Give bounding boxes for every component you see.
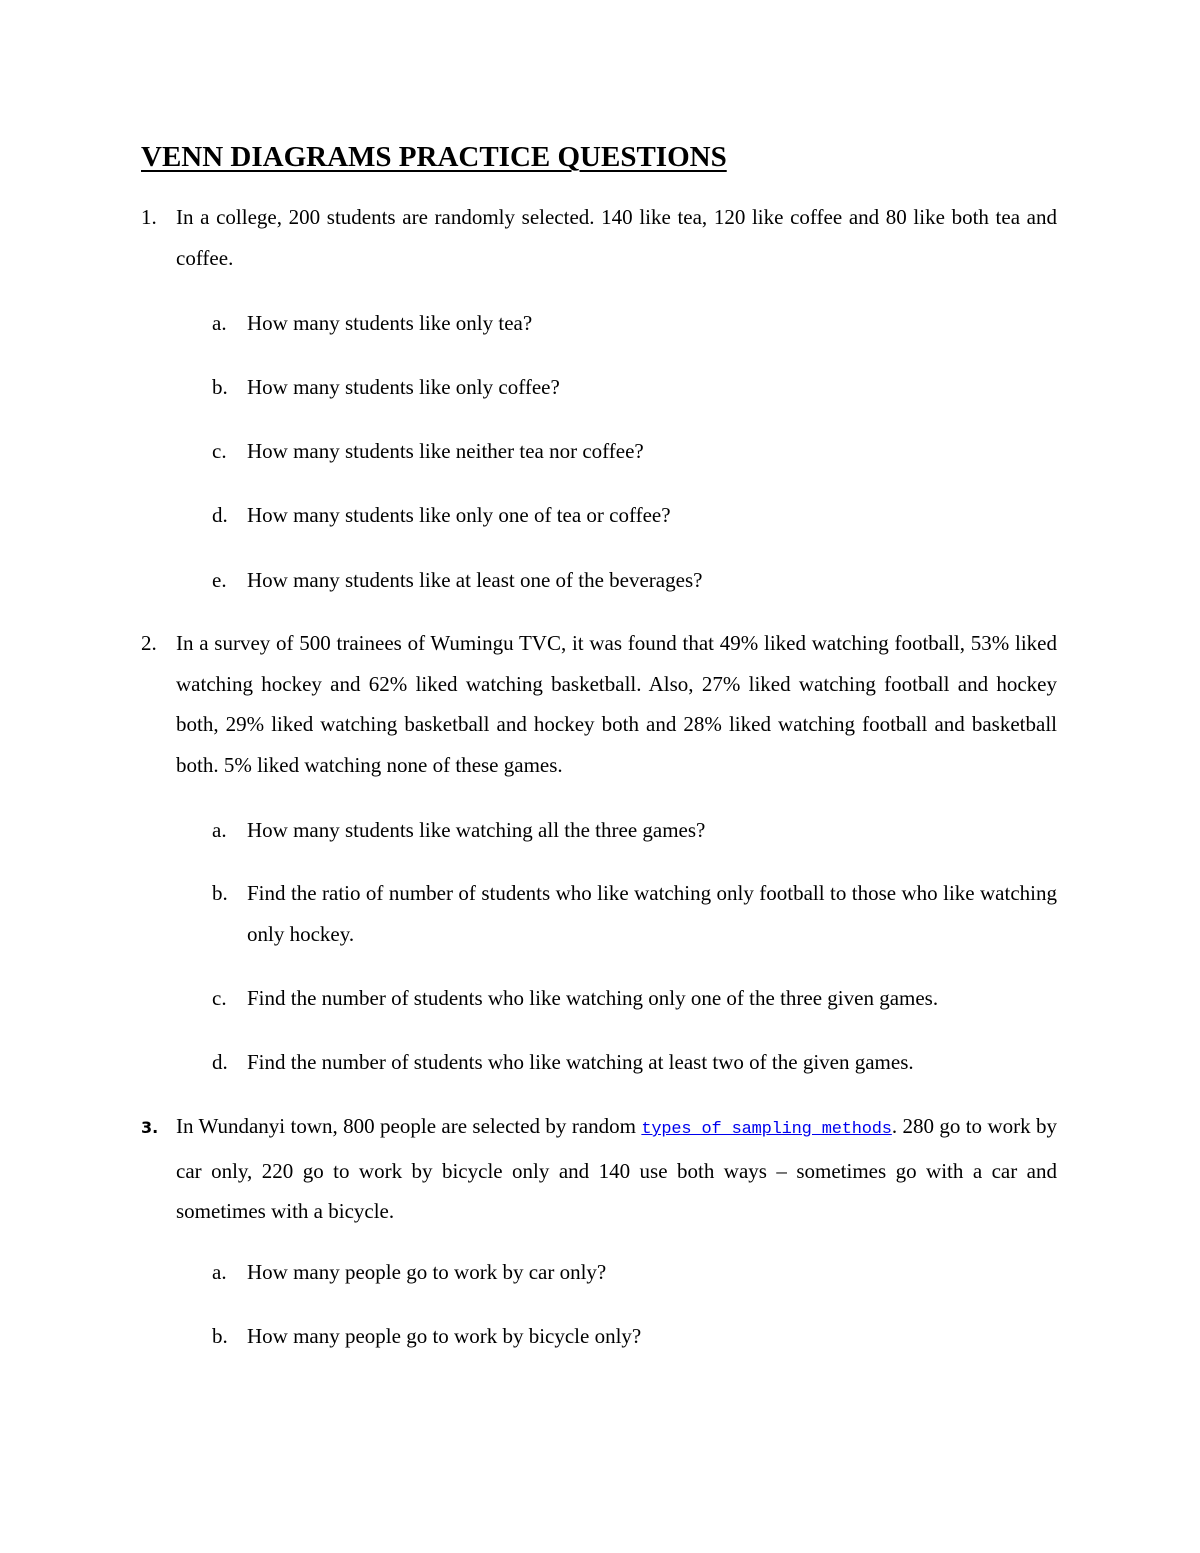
part-letter: d. <box>212 503 228 527</box>
part-letter: b. <box>212 1324 228 1348</box>
part-text: Find the number of students who like watching only one of the three given games. <box>247 986 939 1010</box>
part-letter: a. <box>212 311 227 335</box>
question-1-part-e <box>212 560 1057 601</box>
question-2-part-a <box>212 810 1057 851</box>
question-3 <box>141 1106 1057 1232</box>
question-2-part-b <box>212 873 1057 955</box>
part-text: How many students like only coffee? <box>247 375 560 399</box>
question-1-part-b <box>212 367 1057 408</box>
question-text: In a college, 200 students are randomly selected. 140 like tea, 120 like coffee and 80 like both tea and coffee. <box>176 205 1057 270</box>
part-letter: c. <box>212 986 227 1010</box>
part-letter: a. <box>212 818 227 842</box>
page-title: VENN DIAGRAMS PRACTICE QUESTIONS <box>141 141 727 173</box>
part-letter: b. <box>212 375 228 399</box>
question-text <box>176 1106 1057 1232</box>
part-letter: e. <box>212 568 227 592</box>
part-text: How many people go to work by bicycle only? <box>247 1324 642 1348</box>
part-text: How many students like only one of tea or coffee? <box>247 503 671 527</box>
question-number: 3. <box>141 1118 159 1137</box>
part-letter: b. <box>212 881 228 905</box>
part-text: Find the number of students who like watching at least two of the given games. <box>247 1050 914 1074</box>
question-text-start: In Wundanyi town, 800 people are selected by random <box>176 1114 642 1138</box>
sampling-methods-link[interactable]: types of sampling methods <box>641 1120 892 1139</box>
question-2-part-c <box>212 978 1057 1019</box>
part-text: How many students like only tea? <box>247 311 533 335</box>
part-letter: c. <box>212 439 227 463</box>
part-text: Find the ratio of number of students who like watching only football to those who like watching only hockey. <box>247 881 1057 946</box>
question-1-part-c <box>212 431 1057 472</box>
question-number: 2. <box>141 631 157 655</box>
question-3-part-a <box>212 1252 1057 1293</box>
question-3-part-b <box>212 1316 1057 1357</box>
part-text: How many people go to work by car only? <box>247 1260 607 1284</box>
part-letter: d. <box>212 1050 228 1074</box>
part-letter: a. <box>212 1260 227 1284</box>
question-1 <box>141 197 1057 278</box>
part-text: How many students like watching all the three games? <box>247 818 706 842</box>
question-text: In a survey of 500 trainees of Wumingu TVC, it was found that 49% liked watching football, 53% liked watching hockey and 62% liked watching basketball. Also, 27% liked watching football and hockey both, 29% liked watching basketball and hockey both and 28% liked watching football and basketball both. 5% liked watching none of these games. <box>176 631 1057 777</box>
question-1-part-d <box>212 495 1057 536</box>
question-2 <box>141 623 1057 785</box>
part-text: How many students like at least one of the beverages? <box>247 568 703 592</box>
question-text-end: . 280 go to work by car only, 220 go to work by bicycle only and 140 use both ways – sometimes go with a car and sometimes with a bicycle. <box>176 1114 1057 1223</box>
part-text: How many students like neither tea nor coffee? <box>247 439 644 463</box>
question-2-part-d <box>212 1042 1057 1083</box>
question-1-part-a <box>212 303 1057 344</box>
question-number: 1. <box>141 205 157 229</box>
